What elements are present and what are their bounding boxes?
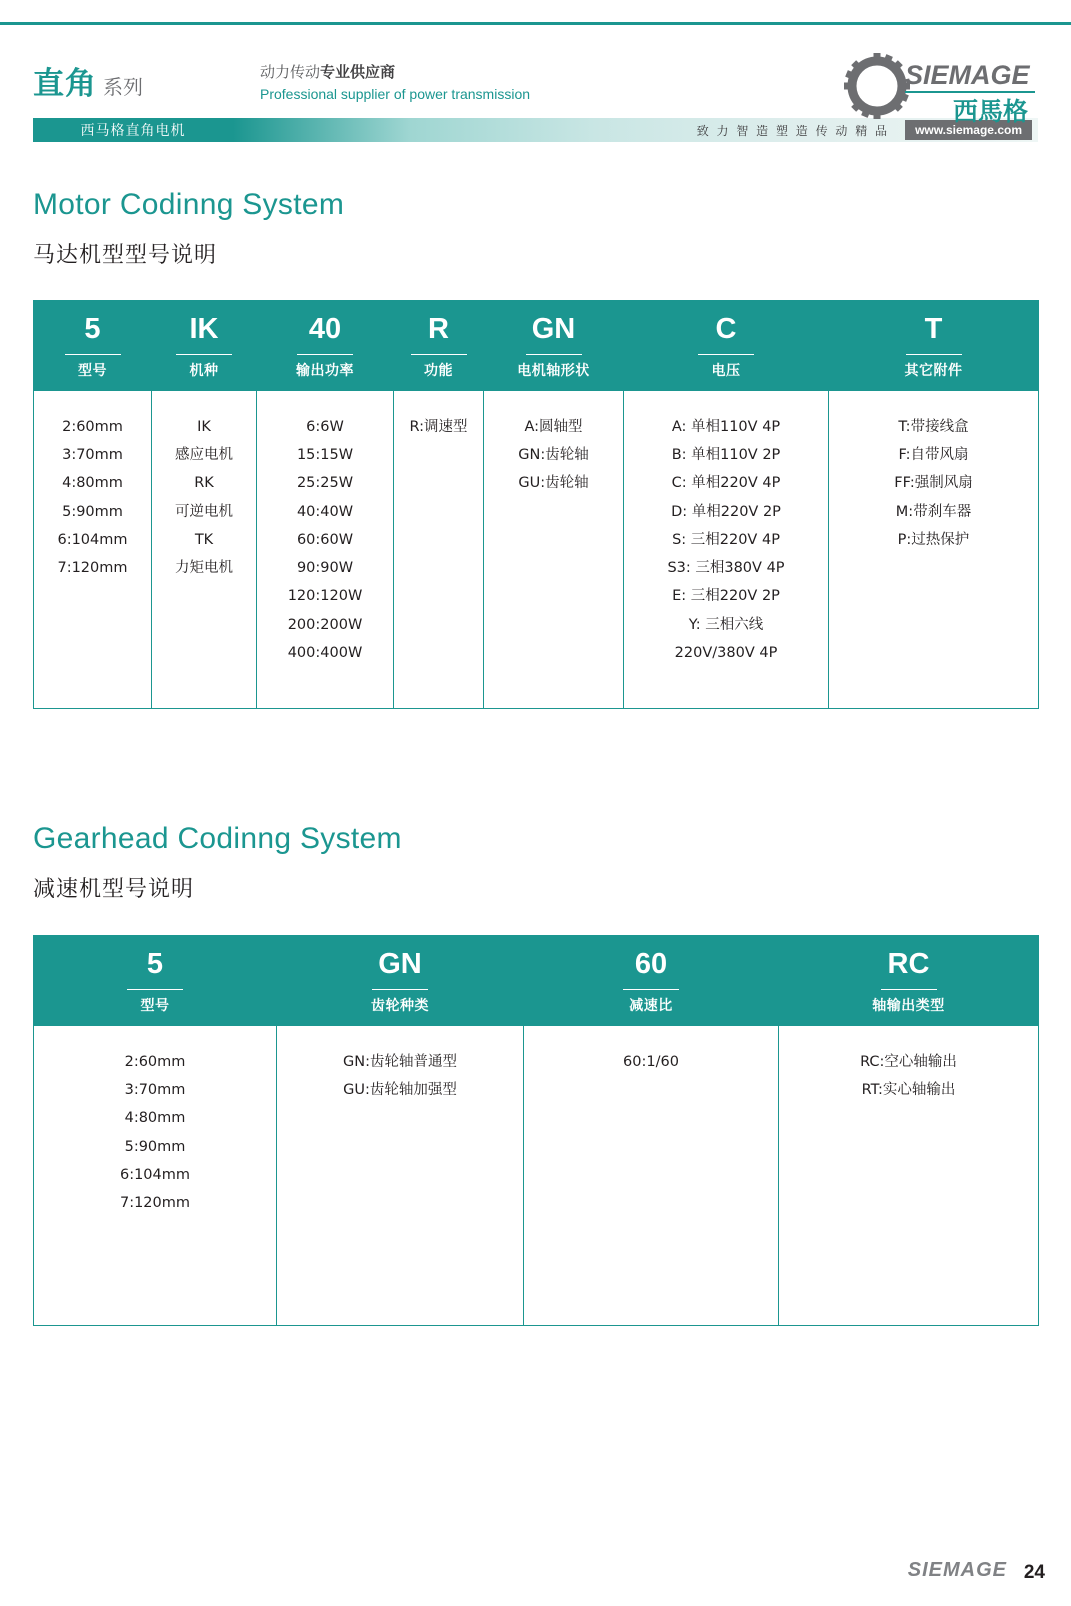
cell-line: Y: 三相六线	[688, 616, 764, 633]
cell-line: A:圆轴型	[524, 418, 583, 435]
header-divider	[623, 989, 679, 990]
motor-section-title-en: Motor Codinng System	[33, 188, 345, 221]
motor-col-body-1	[152, 390, 257, 708]
header-series-cn: 直角	[33, 66, 97, 102]
cell-line: 7:120mm	[119, 1195, 191, 1212]
header-divider	[176, 354, 232, 355]
cell-line: 6:6W	[306, 418, 344, 435]
col-label: 电压	[711, 363, 741, 379]
col-label: 功能	[424, 363, 453, 379]
cell-line: 25:25W	[296, 475, 354, 492]
motor-col-body-3	[394, 390, 484, 708]
table-header-row	[34, 301, 1039, 391]
gearhead-coding-table	[33, 935, 1039, 1326]
gearhead-col-body-2	[524, 1025, 779, 1325]
cell-line: 2:60mm	[62, 418, 123, 435]
cell-line: S: 三相220V 4P	[672, 531, 780, 548]
cell-line: 60:1/60	[623, 1053, 679, 1070]
col-code: 5	[84, 313, 101, 345]
cell-line: C: 单相220V 4P	[671, 475, 781, 492]
col-code: 60	[634, 948, 668, 980]
cell-line: 2:60mm	[124, 1053, 186, 1070]
motor-col-header-2	[257, 301, 394, 391]
logo-wordmark-cn: 西馬格	[953, 97, 1029, 126]
header-divider	[411, 354, 467, 355]
cell-line: 3:70mm	[124, 1082, 186, 1099]
cell-line: GN:齿轮轴	[518, 447, 589, 464]
col-code: R	[428, 313, 449, 345]
header-series	[33, 58, 143, 103]
motor-col-header-0	[34, 301, 152, 391]
col-code: IK	[189, 313, 219, 345]
col-code: C	[715, 313, 737, 345]
cell-line: IK	[197, 418, 211, 435]
footer-logo: SIEMAGE	[907, 1559, 1007, 1581]
cell-line: M:带刹车器	[895, 503, 972, 520]
table-header-row	[34, 936, 1039, 1026]
motor-col-body-5	[624, 390, 829, 708]
header-bar-label: 西马格直角电机	[33, 118, 233, 142]
gearhead-col-body-3	[779, 1025, 1039, 1325]
logo-gear-icon	[843, 46, 1043, 130]
cell-line: 90:90W	[296, 560, 354, 577]
cell-line: 200:200W	[287, 616, 363, 633]
cell-line: RC:空心轴输出	[860, 1053, 957, 1070]
cell-line: RK	[194, 475, 214, 492]
cell-line: R:调速型	[409, 418, 468, 435]
cell-line: 7:120mm	[57, 560, 128, 577]
cell-line: 6:104mm	[57, 531, 128, 548]
cell-line: S3: 三相380V 4P	[667, 560, 785, 577]
cell-line: T:带接线盒	[898, 418, 969, 435]
motor-col-header-3	[394, 301, 484, 391]
table-row	[34, 390, 1039, 708]
motor-col-body-2	[257, 390, 394, 708]
cell-line: 4:80mm	[124, 1110, 186, 1127]
col-code: GN	[378, 948, 422, 980]
cell-line: 400:400W	[287, 644, 363, 661]
cell-line: F:自带风扇	[898, 447, 969, 464]
gearhead-col-header-3	[779, 936, 1039, 1026]
cell-line: 力矩电机	[175, 560, 233, 577]
gearhead-section-title-en: Gearhead Codinng System	[33, 822, 402, 855]
motor-col-body-6	[829, 390, 1039, 708]
header-tagline-cn-2: 专业供应商	[320, 63, 396, 81]
cell-line: FF:强制风扇	[894, 475, 973, 492]
cell-line: GN:齿轮轴普通型	[343, 1053, 457, 1070]
cell-line: 3:70mm	[62, 447, 123, 464]
col-code: 40	[308, 313, 342, 345]
header-divider	[881, 989, 937, 990]
col-label: 减速比	[629, 998, 673, 1014]
header-bar-slogan: 致 力 智 造 塑 造 传 动 精 品	[696, 123, 890, 138]
gearhead-section-title-cn: 减速机型号说明	[33, 877, 195, 902]
header-series-suffix: 系列	[103, 75, 143, 99]
motor-section-title-cn: 马达机型型号说明	[33, 243, 218, 268]
header-divider	[698, 354, 754, 355]
cell-line: 感应电机	[175, 447, 233, 464]
header-divider	[127, 989, 183, 990]
cell-line: 40:40W	[296, 503, 354, 520]
logo-wordmark: SIEMAGE	[905, 60, 1030, 90]
gearhead-col-body-0	[34, 1025, 277, 1325]
cell-line: E: 三相220V 2P	[672, 588, 780, 605]
gearhead-col-header-1	[277, 936, 524, 1026]
cell-line: 15:15W	[296, 447, 354, 464]
motor-coding-table	[33, 300, 1039, 709]
header-divider	[65, 354, 121, 355]
cell-line: GU:齿轮轴	[518, 475, 589, 492]
motor-col-header-5	[624, 301, 829, 391]
cell-line: P:过热保护	[897, 531, 970, 548]
cell-line: A: 单相110V 4P	[671, 418, 781, 435]
col-label: 机种	[189, 363, 219, 379]
page-number: 24	[1023, 1562, 1045, 1583]
company-logo	[843, 46, 1043, 130]
header-tagline	[260, 62, 530, 104]
col-code: 5	[146, 948, 164, 980]
cell-line: 可逆电机	[175, 503, 233, 520]
cell-line: RT:实心轴输出	[861, 1082, 956, 1099]
cell-line: 6:104mm	[119, 1166, 191, 1183]
col-label: 型号	[140, 998, 170, 1014]
motor-col-header-6	[829, 301, 1039, 391]
cell-line: 5:90mm	[124, 1138, 186, 1155]
col-label: 电机轴形状	[517, 363, 590, 379]
cell-line: 60:60W	[296, 531, 354, 548]
gearhead-col-header-2	[524, 936, 779, 1026]
col-label: 齿轮种类	[371, 998, 429, 1014]
gearhead-col-header-0	[34, 936, 277, 1026]
cell-line: 120:120W	[287, 588, 363, 605]
col-label: 输出功率	[296, 363, 354, 379]
header-divider	[372, 989, 428, 990]
motor-col-body-0	[34, 390, 152, 708]
motor-col-header-1	[152, 301, 257, 391]
cell-line: 220V/380V 4P	[674, 644, 778, 661]
cell-line: 4:80mm	[62, 475, 123, 492]
cell-line: 5:90mm	[62, 503, 123, 520]
motor-col-body-4	[484, 390, 624, 708]
header-website-link[interactable]: www.siemage.com	[905, 120, 1032, 140]
header-divider	[906, 354, 962, 355]
cell-line: B: 单相110V 2P	[671, 447, 781, 464]
header-divider	[526, 354, 582, 355]
page-header	[0, 40, 1071, 150]
header-tagline-cn-1: 动力传动	[260, 63, 321, 81]
table-row	[34, 1025, 1039, 1325]
cell-line: GU:齿轮轴加强型	[343, 1082, 457, 1099]
col-label: 其它附件	[904, 363, 963, 379]
cell-line: TK	[194, 531, 214, 548]
col-code: GN	[531, 313, 576, 345]
col-label: 轴输出类型	[872, 998, 945, 1014]
header-tagline-en: Professional supplier of power transmission	[260, 86, 531, 103]
cell-line: D: 单相220V 2P	[671, 503, 781, 520]
motor-col-header-4	[484, 301, 624, 391]
col-code: T	[924, 313, 943, 345]
header-tagline-cn	[260, 62, 530, 82]
header-divider	[297, 354, 353, 355]
col-label: 型号	[78, 363, 107, 379]
col-code: RC	[887, 948, 930, 980]
top-rule	[0, 22, 1071, 25]
gearhead-col-body-1	[277, 1025, 524, 1325]
